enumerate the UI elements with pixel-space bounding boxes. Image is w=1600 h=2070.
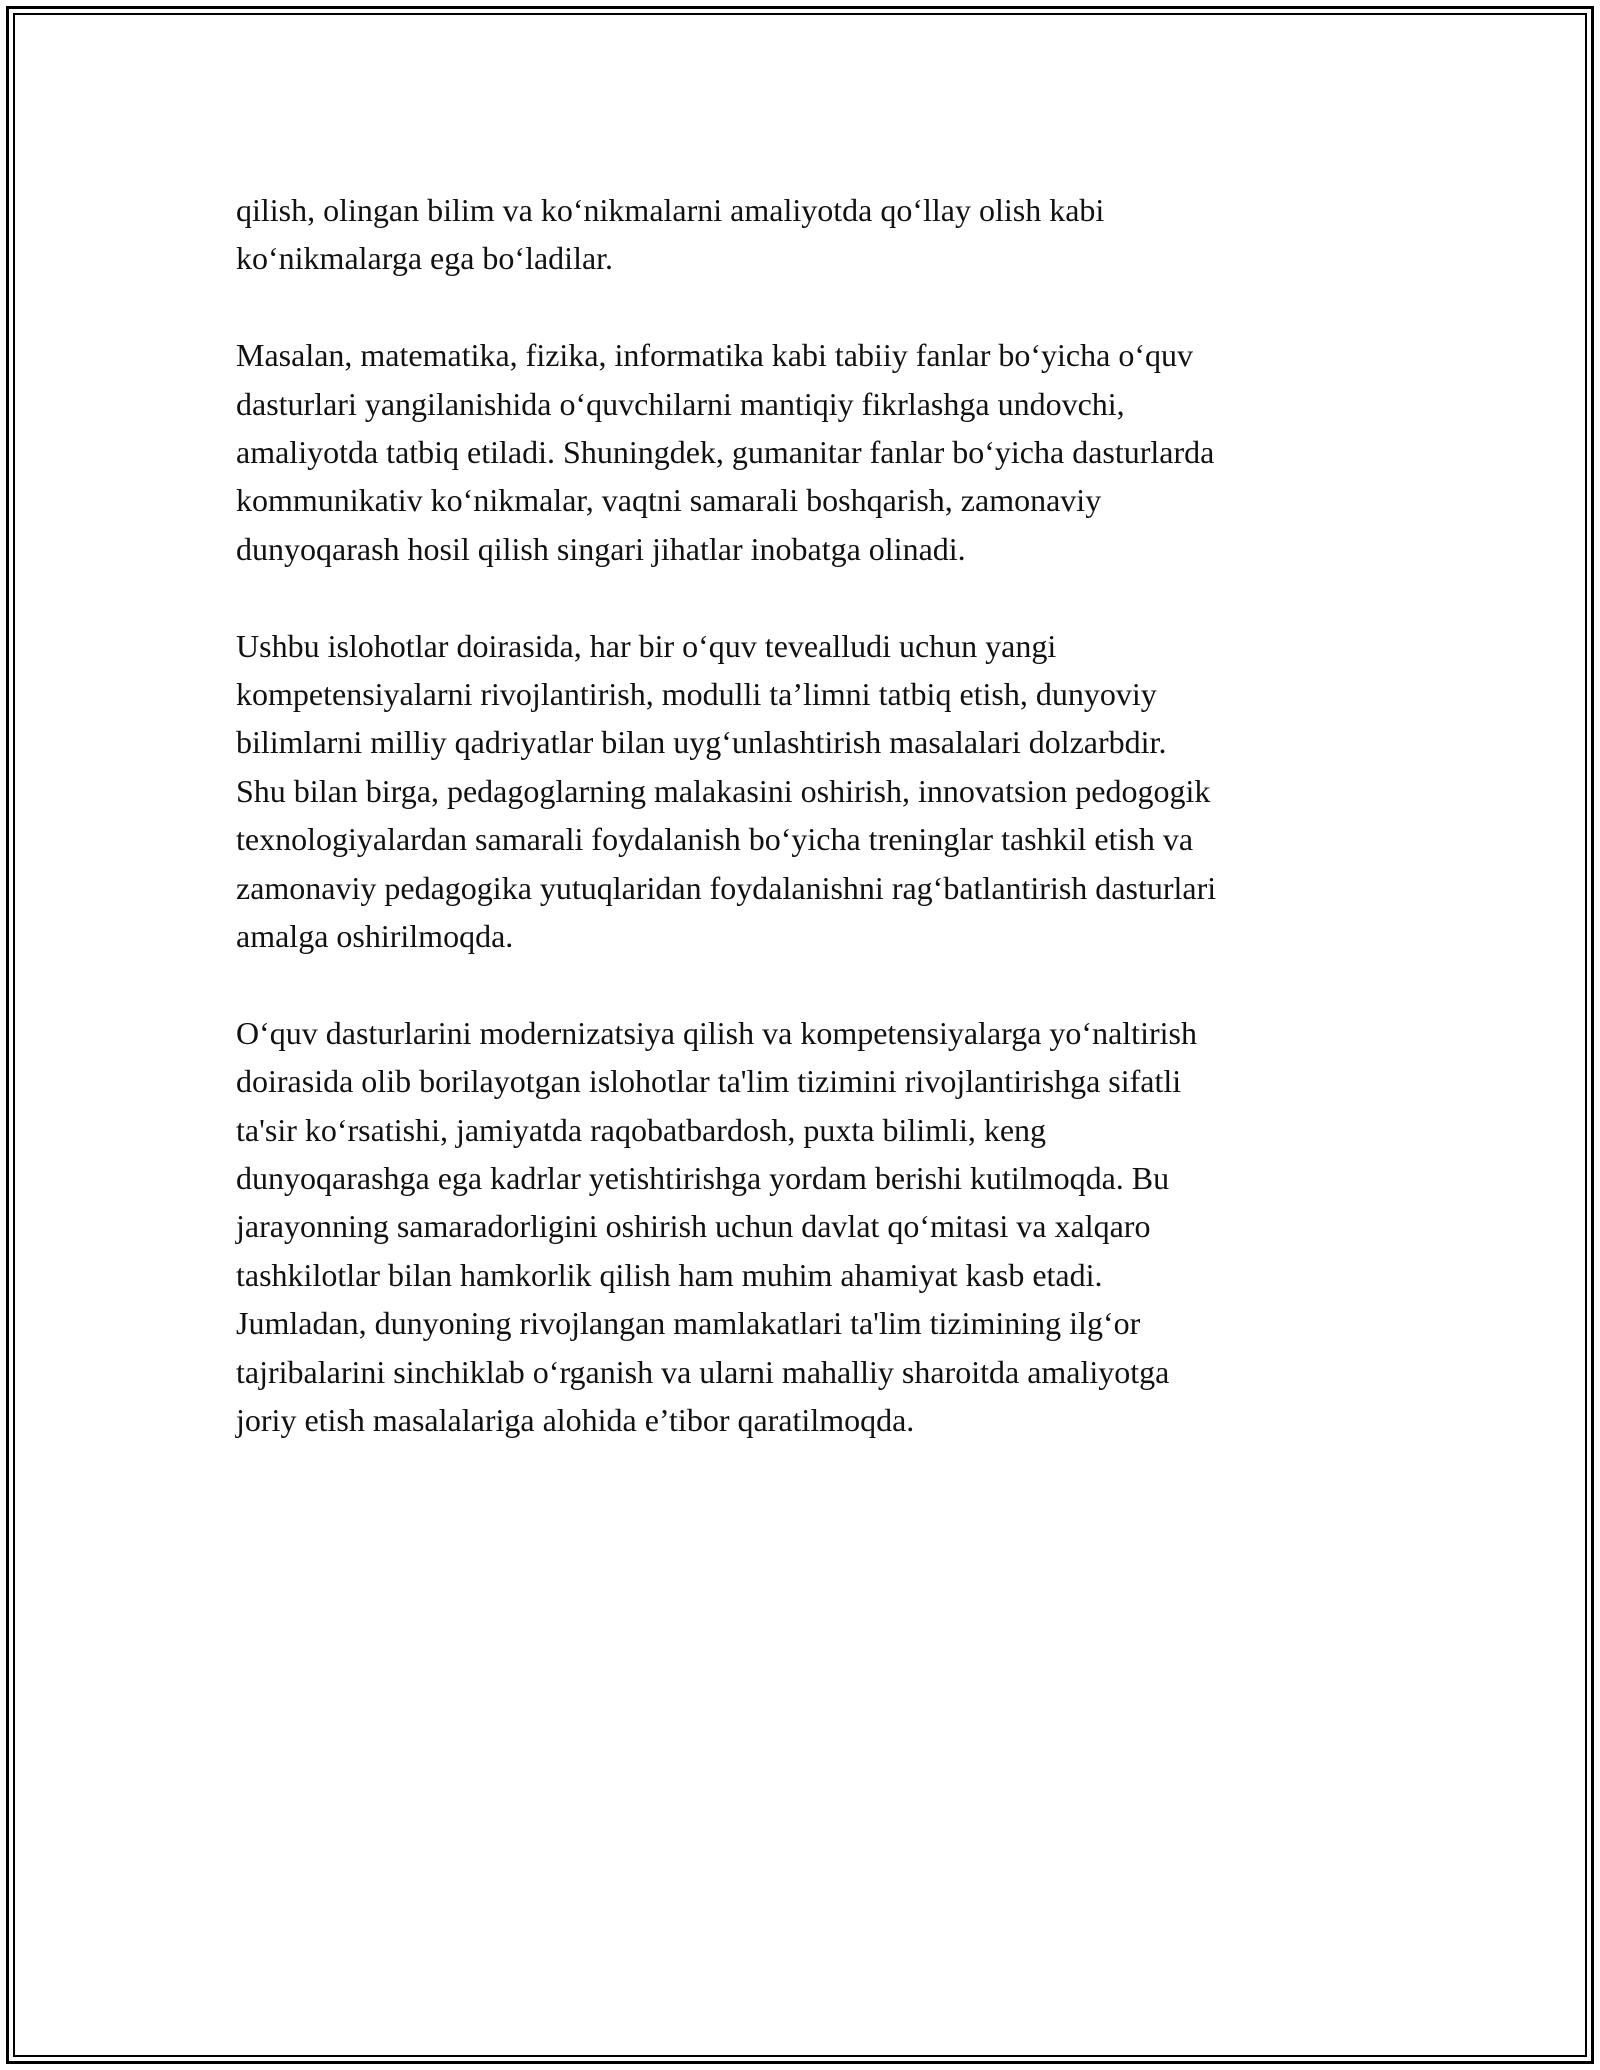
text-line: tajribalarini sinchiklab o‘rganish va ularni mahalliy sharoitda amaliyotga [236,1353,1170,1390]
text-line: ko‘nikmalarga ega bo‘ladilar. [236,240,614,277]
text-line: amaliyotda tatbiq etiladi. Shuningdek, gumanitar fanlar bo‘yicha dasturlarda [236,434,1215,471]
text-line: bilimlarni milliy qadriyatlar bilan uyg‘unlashtirish masalalari dolzarbdir. [236,724,1167,761]
document-body [236,186,1366,1493]
text-line: amalga oshirilmoqda. [236,918,514,955]
text-line: zamonaviy pedagogika yutuqlaridan foydalanishni rag‘batlantirish dasturlari [236,869,1217,906]
text-line: kompetensiyalarni rivojlantirish, modulli ta’limni tatbiq etish, dunyoviy [236,676,1157,713]
paragraph-1 [236,186,1366,283]
text-line: jarayonning samaradorligini oshirish uchun davlat qo‘mitasi va xalqaro [236,1208,1151,1245]
text-line: qilish, olingan bilim va ko‘nikmalarni amaliyotda qo‘llay olish kabi [236,192,1105,228]
text-line: ta'sir ko‘rsatishi, jamiyatda raqobatbardosh, puxta bilimli, keng [236,1111,1047,1148]
text-line: Ushbu islohotlar doirasida, har bir o‘quv tevealludi uchun yangi [236,627,1057,664]
text-line: doirasida olib borilayotgan islohotlar ta'lim tizimini rivojlantirishga sifatli [236,1063,1182,1100]
text-line: joriy etish masalalariga alohida e’tibor qaratilmoqda. [236,1402,915,1439]
paragraph-3 [236,622,1366,961]
text-line: dunyoqarashga ega kadrlar yetishtirishga yordam berishi kutilmoqda. Bu [236,1160,1170,1197]
text-line: Jumladan, dunyoning rivojlangan mamlakatlari ta'lim tizimining ilg‘or [236,1305,1141,1342]
text-line: dasturlari yangilanishida o‘quvchilarni mantiqiy fikrlashga undovchi, [236,385,1125,422]
text-line: dunyoqarash hosil qilish singari jihatlar inobatga olinadi. [236,530,966,567]
text-line: tashkilotlar bilan hamkorlik qilish ham muhim ahamiyat kasb etadi. [236,1256,1103,1293]
text-line: kommunikativ ko‘nikmalar, vaqtni samarali boshqarish, zamonaviy [236,482,1102,519]
text-line: Shu bilan birga, pedagoglarning malakasini oshirish, innovatsion pedogogik [236,772,1211,809]
text-line: texnologiyalardan samarali foydalanish bo‘yicha treninglar tashkil etish va [236,821,1194,858]
paragraph-2 [236,331,1366,573]
paragraph-4 [236,1009,1366,1445]
text-line: Masalan, matematika, fizika, informatika kabi tabiiy fanlar bo‘yicha o‘quv [236,337,1193,374]
text-line: O‘quv dasturlarini modernizatsiya qilish va kompetensiyalarga yo‘naltirish [236,1014,1197,1051]
